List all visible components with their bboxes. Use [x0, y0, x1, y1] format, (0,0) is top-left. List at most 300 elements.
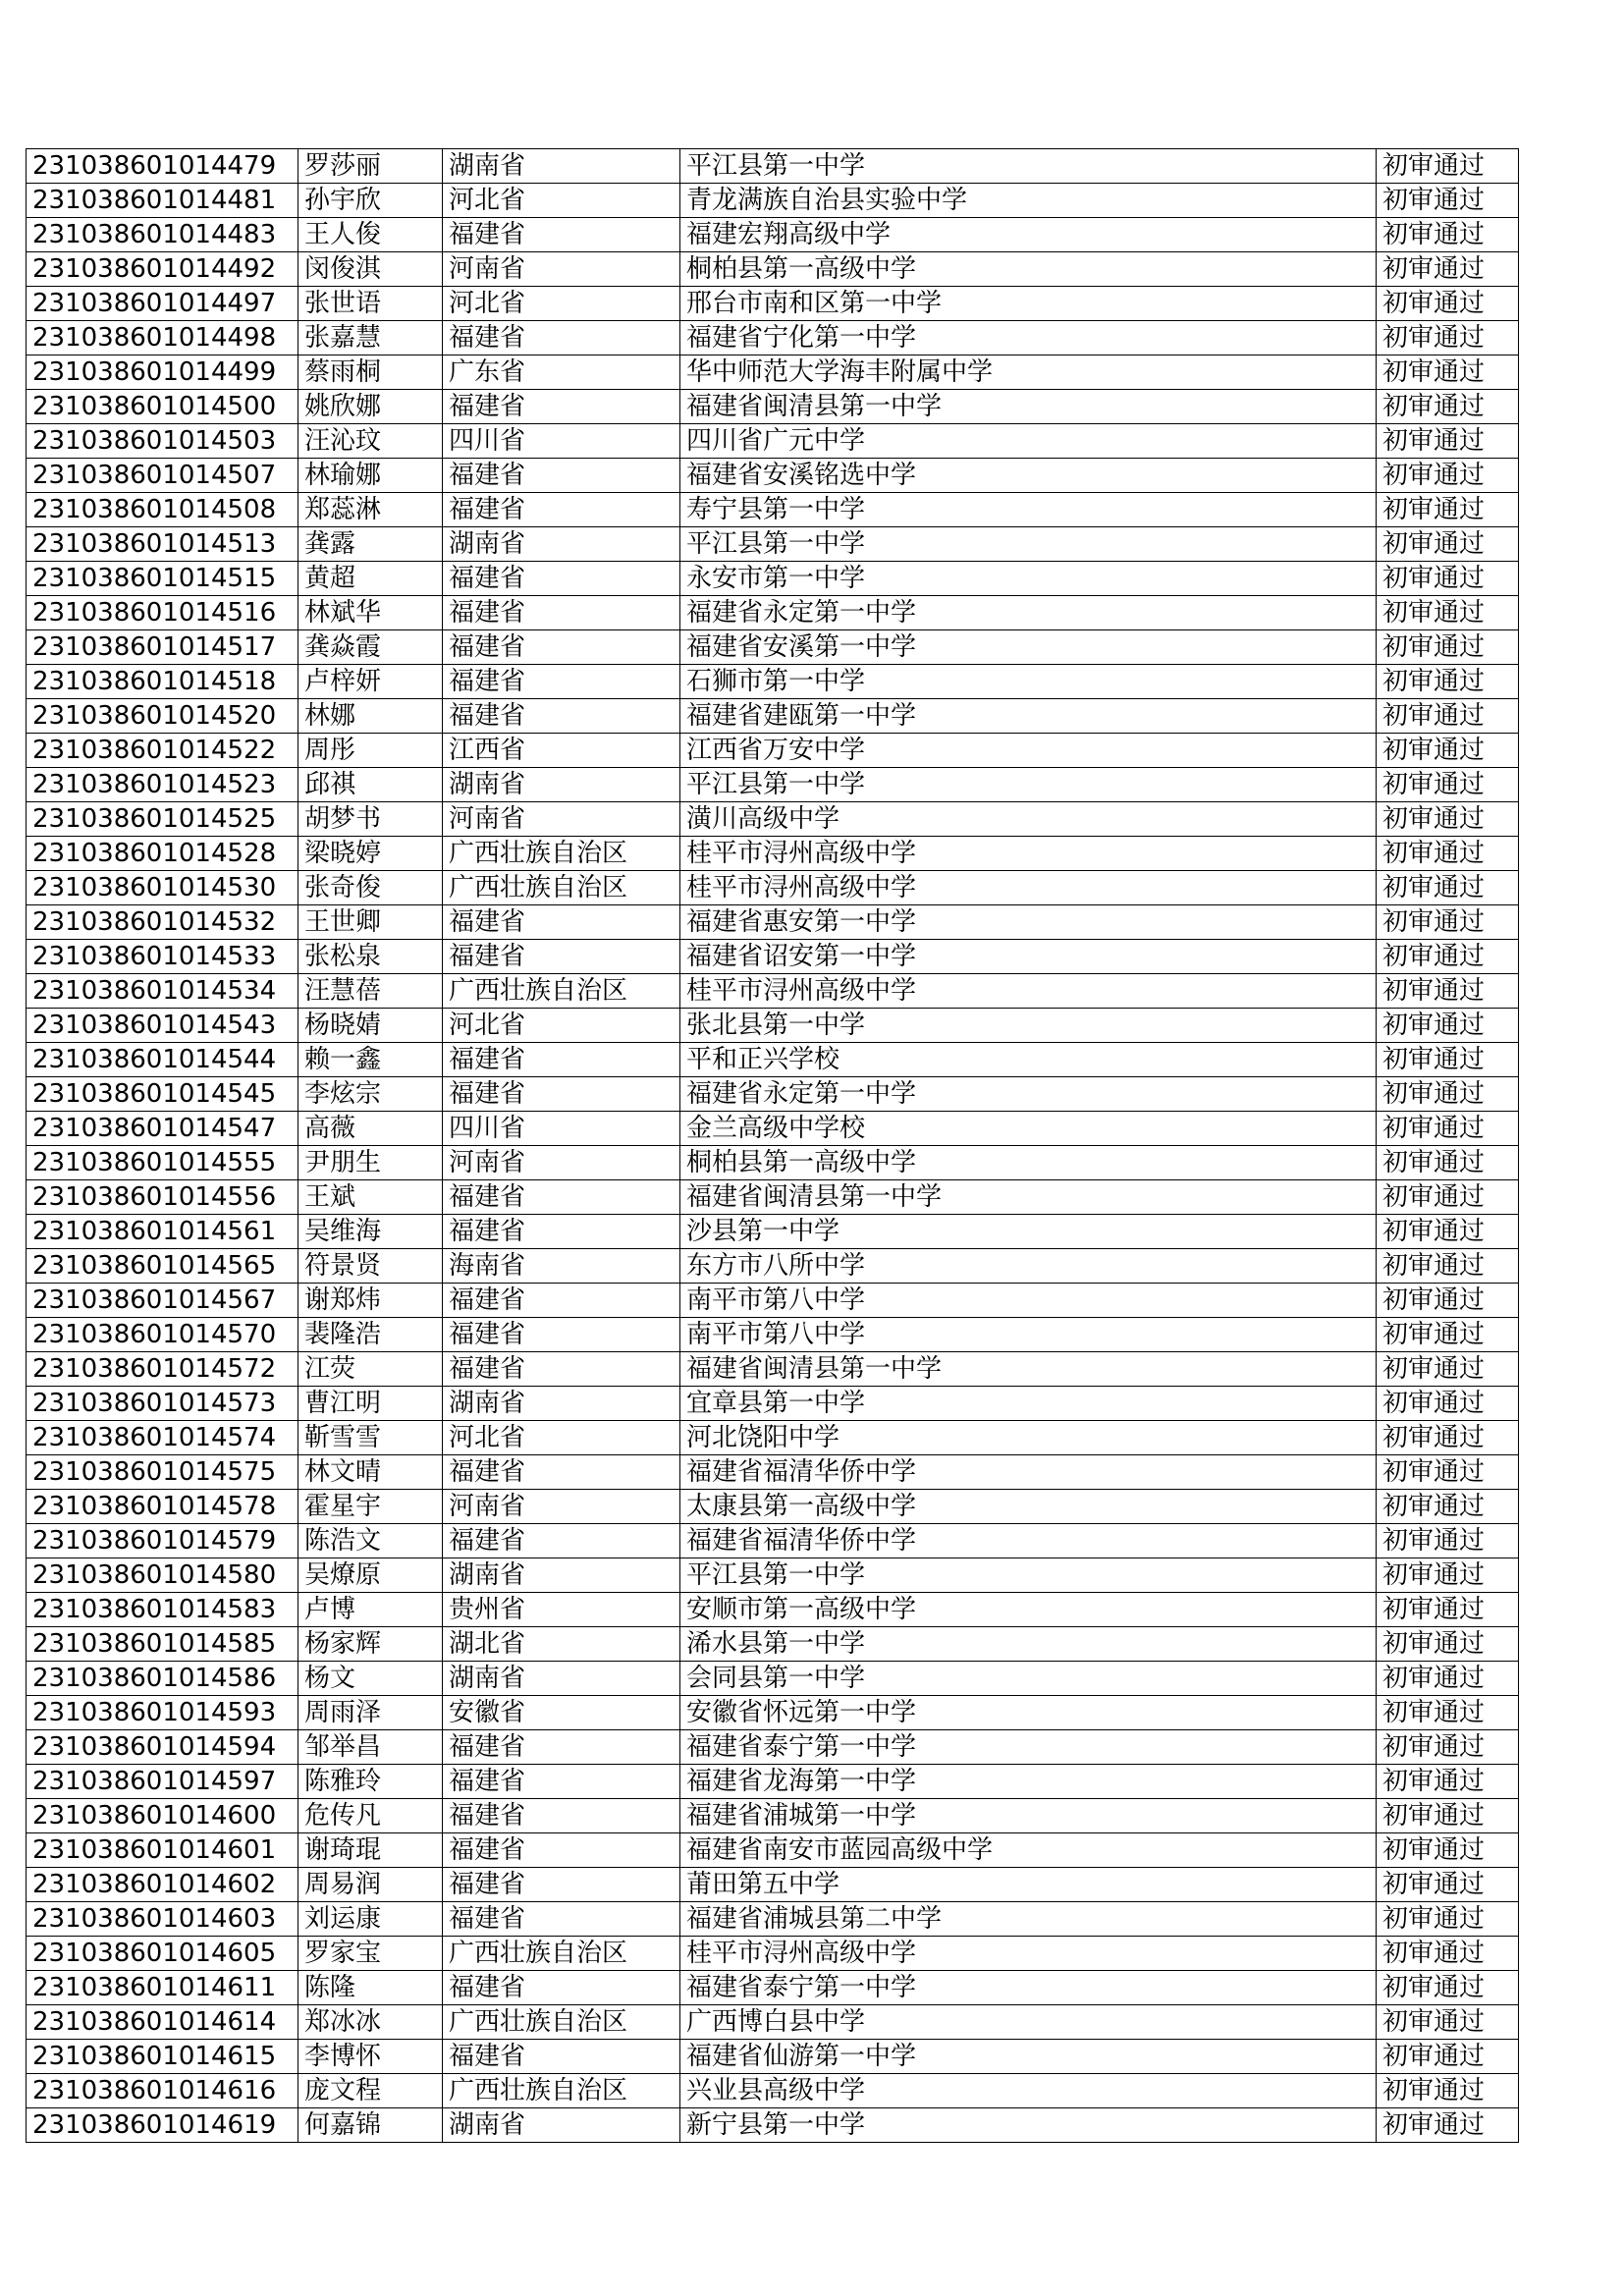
status-cell: 初审通过 [1377, 1971, 1519, 2005]
table-row [27, 1146, 1533, 1180]
candidate-id-cell: 231038601014585 [27, 1627, 298, 1662]
spacer-cell [1519, 1421, 1533, 1455]
table-row [27, 355, 1533, 390]
candidate-id-cell: 231038601014578 [27, 1490, 298, 1524]
candidate-id-cell: 231038601014517 [27, 630, 298, 665]
candidate-id-cell: 231038601014570 [27, 1318, 298, 1352]
school-cell: 福建省浦城县第二中学 [680, 1902, 1377, 1937]
name-cell: 李博怀 [298, 2040, 443, 2074]
spacer-cell [1519, 1455, 1533, 1490]
status-cell: 初审通过 [1377, 1112, 1519, 1146]
table-row [27, 630, 1533, 665]
province-cell: 福建省 [443, 1765, 680, 1799]
spacer-cell [1519, 184, 1533, 218]
school-cell: 福建省仙游第一中学 [680, 2040, 1377, 2074]
school-cell: 南平市第八中学 [680, 1284, 1377, 1318]
name-cell: 刘运康 [298, 1902, 443, 1937]
table-row [27, 149, 1533, 184]
candidate-id-cell: 231038601014530 [27, 871, 298, 905]
school-cell: 平江县第一中学 [680, 149, 1377, 184]
spacer-cell [1519, 1524, 1533, 1558]
school-cell: 福建省闽清县第一中学 [680, 390, 1377, 424]
status-cell: 初审通过 [1377, 1833, 1519, 1868]
spacer-cell [1519, 1146, 1533, 1180]
candidate-id-cell: 231038601014615 [27, 2040, 298, 2074]
spacer-cell [1519, 940, 1533, 974]
spacer-cell [1519, 1799, 1533, 1833]
table-row [27, 1249, 1533, 1284]
status-cell: 初审通过 [1377, 1662, 1519, 1696]
province-cell: 福建省 [443, 596, 680, 630]
status-cell: 初审通过 [1377, 1387, 1519, 1421]
spacer-cell [1519, 252, 1533, 287]
spacer-cell [1519, 1249, 1533, 1284]
table-row [27, 1799, 1533, 1833]
school-cell: 平江县第一中学 [680, 1558, 1377, 1593]
name-cell: 郑蕊淋 [298, 493, 443, 527]
school-cell: 沙县第一中学 [680, 1215, 1377, 1249]
table-row [27, 2005, 1533, 2040]
candidate-id-cell: 231038601014498 [27, 321, 298, 355]
spacer-cell [1519, 1558, 1533, 1593]
status-cell: 初审通过 [1377, 1799, 1519, 1833]
table-row [27, 562, 1533, 596]
name-cell: 林斌华 [298, 596, 443, 630]
province-cell: 广西壮族自治区 [443, 2074, 680, 2108]
province-cell: 福建省 [443, 1799, 680, 1833]
school-cell: 会同县第一中学 [680, 1662, 1377, 1696]
candidate-id-cell: 231038601014580 [27, 1558, 298, 1593]
spacer-cell [1519, 1593, 1533, 1627]
candidate-id-cell: 231038601014555 [27, 1146, 298, 1180]
spacer-cell [1519, 802, 1533, 837]
province-cell: 河北省 [443, 1009, 680, 1043]
province-cell: 福建省 [443, 321, 680, 355]
name-cell: 曹江明 [298, 1387, 443, 1421]
table-row [27, 493, 1533, 527]
province-cell: 广西壮族自治区 [443, 2005, 680, 2040]
name-cell: 张世语 [298, 287, 443, 321]
spacer-cell [1519, 1077, 1533, 1112]
province-cell: 福建省 [443, 665, 680, 699]
candidate-id-cell: 231038601014523 [27, 768, 298, 802]
name-cell: 龚焱霞 [298, 630, 443, 665]
status-cell: 初审通过 [1377, 1146, 1519, 1180]
spacer-cell [1519, 527, 1533, 562]
school-cell: 福建省福清华侨中学 [680, 1455, 1377, 1490]
name-cell: 闵俊淇 [298, 252, 443, 287]
table-row [27, 1868, 1533, 1902]
table-row [27, 974, 1533, 1009]
province-cell: 湖南省 [443, 2108, 680, 2143]
province-cell: 福建省 [443, 1352, 680, 1387]
candidate-id-cell: 231038601014561 [27, 1215, 298, 1249]
status-cell: 初审通过 [1377, 252, 1519, 287]
name-cell: 罗家宝 [298, 1937, 443, 1971]
table-row [27, 1112, 1533, 1146]
school-cell: 金兰高级中学校 [680, 1112, 1377, 1146]
school-cell: 桂平市浔州高级中学 [680, 974, 1377, 1009]
status-cell: 初审通过 [1377, 424, 1519, 459]
province-cell: 海南省 [443, 1249, 680, 1284]
province-cell: 湖南省 [443, 1558, 680, 1593]
table-row [27, 699, 1533, 734]
candidate-id-cell: 231038601014579 [27, 1524, 298, 1558]
table-row [27, 184, 1533, 218]
province-cell: 福建省 [443, 2040, 680, 2074]
status-cell: 初审通过 [1377, 2108, 1519, 2143]
status-cell: 初审通过 [1377, 1490, 1519, 1524]
status-cell: 初审通过 [1377, 2074, 1519, 2108]
province-cell: 福建省 [443, 1833, 680, 1868]
status-cell: 初审通过 [1377, 1902, 1519, 1937]
school-cell: 潢川高级中学 [680, 802, 1377, 837]
status-cell: 初审通过 [1377, 527, 1519, 562]
province-cell: 河南省 [443, 1490, 680, 1524]
school-cell: 莆田第五中学 [680, 1868, 1377, 1902]
name-cell: 裴隆浩 [298, 1318, 443, 1352]
province-cell: 福建省 [443, 1215, 680, 1249]
name-cell: 吴燎原 [298, 1558, 443, 1593]
table-row [27, 665, 1533, 699]
candidate-id-cell: 231038601014532 [27, 905, 298, 940]
school-cell: 桐柏县第一高级中学 [680, 1146, 1377, 1180]
spacer-cell [1519, 2074, 1533, 2108]
province-cell: 福建省 [443, 1902, 680, 1937]
province-cell: 湖南省 [443, 1387, 680, 1421]
school-cell: 南平市第八中学 [680, 1318, 1377, 1352]
school-cell: 福建省龙海第一中学 [680, 1765, 1377, 1799]
spacer-cell [1519, 630, 1533, 665]
spacer-cell [1519, 974, 1533, 1009]
candidate-id-cell: 231038601014601 [27, 1833, 298, 1868]
status-cell: 初审通过 [1377, 871, 1519, 905]
name-cell: 胡梦书 [298, 802, 443, 837]
table-row [27, 802, 1533, 837]
status-cell: 初审通过 [1377, 562, 1519, 596]
candidate-id-cell: 231038601014522 [27, 734, 298, 768]
school-cell: 广西博白县中学 [680, 2005, 1377, 2040]
name-cell: 杨晓婧 [298, 1009, 443, 1043]
name-cell: 王人俊 [298, 218, 443, 252]
school-cell: 新宁县第一中学 [680, 2108, 1377, 2143]
table-row [27, 1524, 1533, 1558]
name-cell: 吴维海 [298, 1215, 443, 1249]
province-cell: 河北省 [443, 1421, 680, 1455]
status-cell: 初审通过 [1377, 1318, 1519, 1352]
table-row [27, 1730, 1533, 1765]
school-cell: 桐柏县第一高级中学 [680, 252, 1377, 287]
school-cell: 宜章县第一中学 [680, 1387, 1377, 1421]
status-cell: 初审通过 [1377, 940, 1519, 974]
province-cell: 河北省 [443, 287, 680, 321]
table-row [27, 1043, 1533, 1077]
candidate-id-cell: 231038601014597 [27, 1765, 298, 1799]
spacer-cell [1519, 1490, 1533, 1524]
candidate-id-cell: 231038601014583 [27, 1593, 298, 1627]
name-cell: 罗莎丽 [298, 149, 443, 184]
table-row [27, 527, 1533, 562]
table-row [27, 905, 1533, 940]
table-row [27, 390, 1533, 424]
status-cell: 初审通过 [1377, 355, 1519, 390]
status-cell: 初审通过 [1377, 1696, 1519, 1730]
school-cell: 太康县第一高级中学 [680, 1490, 1377, 1524]
applicant-table [26, 148, 1533, 2143]
table-row [27, 321, 1533, 355]
name-cell: 林文晴 [298, 1455, 443, 1490]
spacer-cell [1519, 871, 1533, 905]
name-cell: 汪慧蓓 [298, 974, 443, 1009]
spacer-cell [1519, 1868, 1533, 1902]
school-cell: 河北饶阳中学 [680, 1421, 1377, 1455]
province-cell: 福建省 [443, 493, 680, 527]
candidate-id-cell: 231038601014483 [27, 218, 298, 252]
candidate-id-cell: 231038601014528 [27, 837, 298, 871]
name-cell: 邱祺 [298, 768, 443, 802]
spacer-cell [1519, 1112, 1533, 1146]
spacer-cell [1519, 493, 1533, 527]
candidate-id-cell: 231038601014574 [27, 1421, 298, 1455]
spacer-cell [1519, 1318, 1533, 1352]
name-cell: 卢梓妍 [298, 665, 443, 699]
school-cell: 石狮市第一中学 [680, 665, 1377, 699]
spacer-cell [1519, 837, 1533, 871]
spacer-cell [1519, 1215, 1533, 1249]
candidate-id-cell: 231038601014534 [27, 974, 298, 1009]
status-cell: 初审通过 [1377, 149, 1519, 184]
province-cell: 江西省 [443, 734, 680, 768]
status-cell: 初审通过 [1377, 390, 1519, 424]
candidate-id-cell: 231038601014575 [27, 1455, 298, 1490]
name-cell: 梁晓婷 [298, 837, 443, 871]
candidate-id-cell: 231038601014499 [27, 355, 298, 390]
table-row [27, 768, 1533, 802]
table-row [27, 1971, 1533, 2005]
candidate-id-cell: 231038601014545 [27, 1077, 298, 1112]
province-cell: 广西壮族自治区 [443, 974, 680, 1009]
name-cell: 林瑜娜 [298, 459, 443, 493]
school-cell: 福建省安溪第一中学 [680, 630, 1377, 665]
table-row [27, 1387, 1533, 1421]
name-cell: 张嘉慧 [298, 321, 443, 355]
table-row [27, 1662, 1533, 1696]
province-cell: 湖南省 [443, 768, 680, 802]
province-cell: 福建省 [443, 1180, 680, 1215]
candidate-id-cell: 231038601014565 [27, 1249, 298, 1284]
status-cell: 初审通过 [1377, 459, 1519, 493]
status-cell: 初审通过 [1377, 218, 1519, 252]
spacer-cell [1519, 699, 1533, 734]
name-cell: 靳雪雪 [298, 1421, 443, 1455]
candidate-id-cell: 231038601014544 [27, 1043, 298, 1077]
candidate-id-cell: 231038601014492 [27, 252, 298, 287]
table-row [27, 596, 1533, 630]
province-cell: 福建省 [443, 218, 680, 252]
table-row [27, 2108, 1533, 2143]
name-cell: 林娜 [298, 699, 443, 734]
name-cell: 江荧 [298, 1352, 443, 1387]
candidate-id-cell: 231038601014481 [27, 184, 298, 218]
status-cell: 初审通过 [1377, 1043, 1519, 1077]
status-cell: 初审通过 [1377, 665, 1519, 699]
spacer-cell [1519, 1387, 1533, 1421]
name-cell: 危传凡 [298, 1799, 443, 1833]
table-row [27, 1627, 1533, 1662]
spacer-cell [1519, 665, 1533, 699]
name-cell: 周易润 [298, 1868, 443, 1902]
spacer-cell [1519, 2040, 1533, 2074]
school-cell: 桂平市浔州高级中学 [680, 871, 1377, 905]
table-row [27, 1318, 1533, 1352]
table-row [27, 837, 1533, 871]
status-cell: 初审通过 [1377, 802, 1519, 837]
name-cell: 陈雅玲 [298, 1765, 443, 1799]
spacer-cell [1519, 390, 1533, 424]
spacer-cell [1519, 562, 1533, 596]
table-row [27, 1009, 1533, 1043]
spacer-cell [1519, 1662, 1533, 1696]
candidate-id-cell: 231038601014594 [27, 1730, 298, 1765]
school-cell: 平和正兴学校 [680, 1043, 1377, 1077]
name-cell: 杨文 [298, 1662, 443, 1696]
table-row [27, 1558, 1533, 1593]
school-cell: 桂平市浔州高级中学 [680, 1937, 1377, 1971]
status-cell: 初审通过 [1377, 630, 1519, 665]
name-cell: 谢郑炜 [298, 1284, 443, 1318]
status-cell: 初审通过 [1377, 1627, 1519, 1662]
table-row [27, 1490, 1533, 1524]
candidate-id-cell: 231038601014543 [27, 1009, 298, 1043]
table-row [27, 1937, 1533, 1971]
status-cell: 初审通过 [1377, 1421, 1519, 1455]
spacer-cell [1519, 1284, 1533, 1318]
name-cell: 姚欣娜 [298, 390, 443, 424]
candidate-id-cell: 231038601014515 [27, 562, 298, 596]
province-cell: 湖南省 [443, 149, 680, 184]
province-cell: 福建省 [443, 630, 680, 665]
name-cell: 周雨泽 [298, 1696, 443, 1730]
province-cell: 福建省 [443, 1043, 680, 1077]
school-cell: 安顺市第一高级中学 [680, 1593, 1377, 1627]
school-cell: 江西省万安中学 [680, 734, 1377, 768]
status-cell: 初审通过 [1377, 1868, 1519, 1902]
name-cell: 周彤 [298, 734, 443, 768]
table-row [27, 2074, 1533, 2108]
province-cell: 福建省 [443, 699, 680, 734]
school-cell: 东方市八所中学 [680, 1249, 1377, 1284]
table-row [27, 1902, 1533, 1937]
table-row [27, 734, 1533, 768]
school-cell: 福建省泰宁第一中学 [680, 1730, 1377, 1765]
province-cell: 福建省 [443, 940, 680, 974]
spacer-cell [1519, 287, 1533, 321]
spacer-cell [1519, 149, 1533, 184]
status-cell: 初审通过 [1377, 768, 1519, 802]
status-cell: 初审通过 [1377, 974, 1519, 1009]
table-row [27, 1077, 1533, 1112]
province-cell: 福建省 [443, 562, 680, 596]
name-cell: 霍星宇 [298, 1490, 443, 1524]
school-cell: 福建省福清华侨中学 [680, 1524, 1377, 1558]
status-cell: 初审通过 [1377, 1937, 1519, 1971]
candidate-id-cell: 231038601014600 [27, 1799, 298, 1833]
candidate-id-cell: 231038601014593 [27, 1696, 298, 1730]
candidate-id-cell: 231038601014616 [27, 2074, 298, 2108]
status-cell: 初审通过 [1377, 1352, 1519, 1387]
candidate-id-cell: 231038601014513 [27, 527, 298, 562]
spacer-cell [1519, 1833, 1533, 1868]
spacer-cell [1519, 1352, 1533, 1387]
name-cell: 赖一鑫 [298, 1043, 443, 1077]
name-cell: 谢琦琨 [298, 1833, 443, 1868]
table-row [27, 218, 1533, 252]
school-cell: 福建省建瓯第一中学 [680, 699, 1377, 734]
province-cell: 福建省 [443, 1868, 680, 1902]
status-cell: 初审通过 [1377, 1765, 1519, 1799]
candidate-id-cell: 231038601014556 [27, 1180, 298, 1215]
name-cell: 郑冰冰 [298, 2005, 443, 2040]
status-cell: 初审通过 [1377, 1730, 1519, 1765]
school-cell: 华中师范大学海丰附属中学 [680, 355, 1377, 390]
province-cell: 湖南省 [443, 527, 680, 562]
table-row [27, 459, 1533, 493]
candidate-id-cell: 231038601014567 [27, 1284, 298, 1318]
spacer-cell [1519, 1696, 1533, 1730]
province-cell: 福建省 [443, 1077, 680, 1112]
status-cell: 初审通过 [1377, 287, 1519, 321]
school-cell: 寿宁县第一中学 [680, 493, 1377, 527]
table-row [27, 252, 1533, 287]
school-cell: 福建省惠安第一中学 [680, 905, 1377, 940]
province-cell: 福建省 [443, 1284, 680, 1318]
status-cell: 初审通过 [1377, 1284, 1519, 1318]
school-cell: 安徽省怀远第一中学 [680, 1696, 1377, 1730]
candidate-id-cell: 231038601014586 [27, 1662, 298, 1696]
province-cell: 福建省 [443, 1730, 680, 1765]
candidate-id-cell: 231038601014497 [27, 287, 298, 321]
table-row [27, 1833, 1533, 1868]
name-cell: 何嘉锦 [298, 2108, 443, 2143]
spacer-cell [1519, 1043, 1533, 1077]
table-row [27, 287, 1533, 321]
school-cell: 福建省永定第一中学 [680, 1077, 1377, 1112]
status-cell: 初审通过 [1377, 699, 1519, 734]
province-cell: 四川省 [443, 424, 680, 459]
province-cell: 福建省 [443, 459, 680, 493]
name-cell: 孙宇欣 [298, 184, 443, 218]
spacer-cell [1519, 218, 1533, 252]
table-row [27, 1593, 1533, 1627]
candidate-id-cell: 231038601014619 [27, 2108, 298, 2143]
spacer-cell [1519, 355, 1533, 390]
table-row [27, 871, 1533, 905]
status-cell: 初审通过 [1377, 1077, 1519, 1112]
province-cell: 福建省 [443, 1971, 680, 2005]
candidate-id-cell: 231038601014518 [27, 665, 298, 699]
province-cell: 福建省 [443, 1524, 680, 1558]
school-cell: 福建省诏安第一中学 [680, 940, 1377, 974]
candidate-id-cell: 231038601014508 [27, 493, 298, 527]
status-cell: 初审通过 [1377, 184, 1519, 218]
school-cell: 兴业县高级中学 [680, 2074, 1377, 2108]
table-body [27, 149, 1533, 2143]
name-cell: 蔡雨桐 [298, 355, 443, 390]
candidate-id-cell: 231038601014611 [27, 1971, 298, 2005]
school-cell: 邢台市南和区第一中学 [680, 287, 1377, 321]
spacer-cell [1519, 321, 1533, 355]
spacer-cell [1519, 1765, 1533, 1799]
